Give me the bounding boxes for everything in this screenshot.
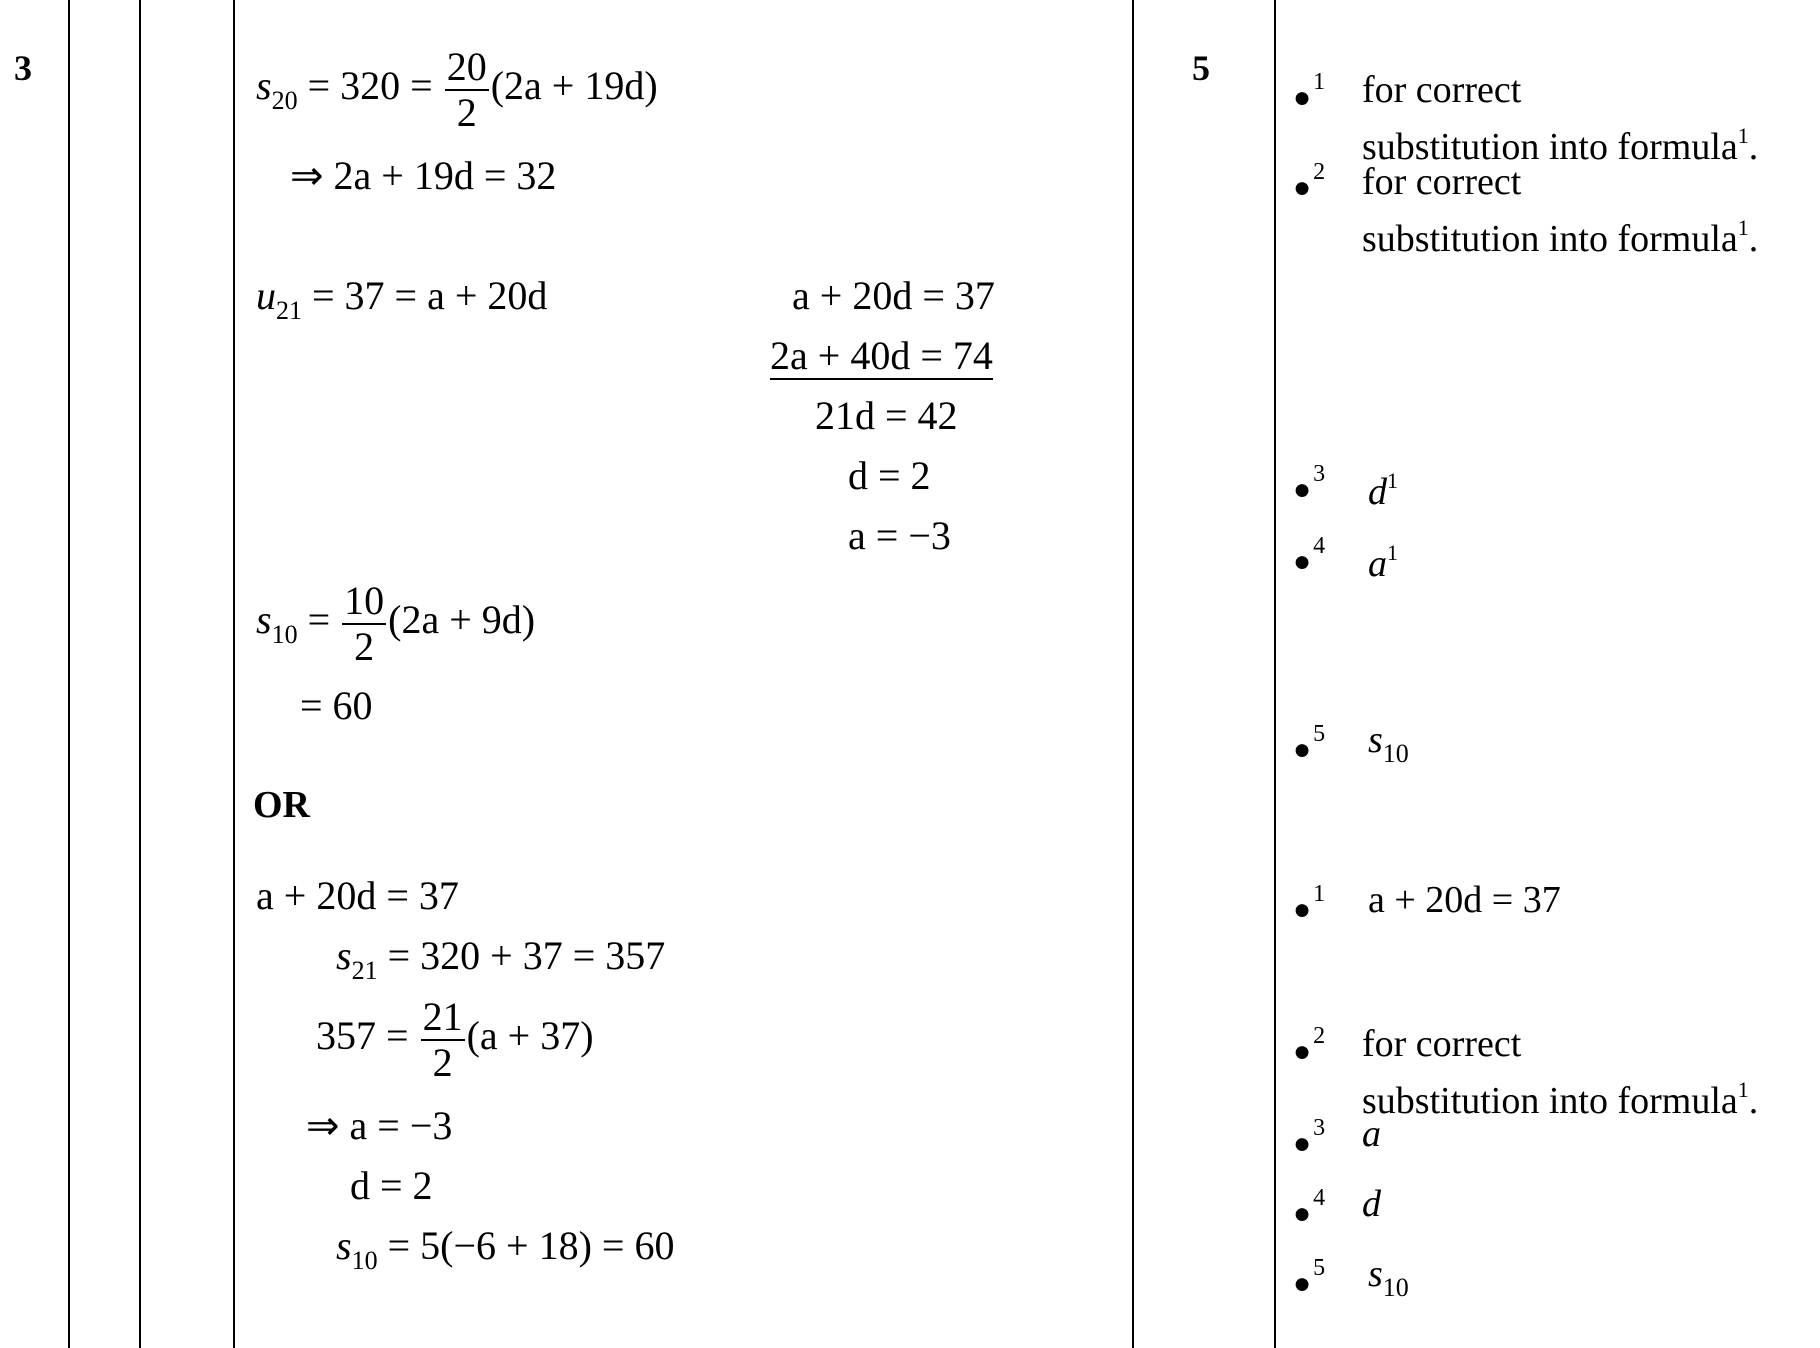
s10-frac-num: 10 — [344, 578, 385, 623]
m2-s21-equation — [336, 933, 666, 985]
s10-paren: (2a + 9d) — [388, 597, 536, 643]
m2-s10-rhs: = 5(−6 + 18) = 60 — [387, 1223, 675, 1268]
m2-s21-rhs: = 320 + 37 = 357 — [387, 933, 666, 978]
column-divider — [1132, 0, 1134, 1348]
column-divider — [233, 0, 235, 1348]
s10-frac-den: 2 — [354, 624, 375, 669]
m2-357-lhs: 357 = — [316, 1013, 409, 1059]
s10-subscript: 10 — [271, 620, 298, 650]
implies-2a-19d: ⇒ 2a + 19d = 32 — [290, 153, 557, 198]
s20-paren: (2a + 19d) — [490, 63, 658, 109]
u21-subscript: 21 — [276, 296, 302, 325]
question-number: 3 — [14, 48, 32, 88]
sim-eq-3: 21d = 42 — [815, 393, 958, 438]
s20-frac-den: 2 — [456, 90, 477, 135]
note-bullet-m2-3: ●$^3$ — [1293, 1115, 1326, 1160]
s20-symbol: s — [256, 63, 272, 109]
m2-d-value: d = 2 — [350, 1163, 433, 1208]
sim-eq-1: a + 20d = 37 — [792, 273, 995, 318]
note-bullet-m2-1: ●$^1$ — [1293, 881, 1326, 926]
sim-d-value: d = 2 — [848, 453, 931, 498]
s20-subscript: 20 — [271, 86, 298, 116]
note-m2-4-text: d — [1362, 1183, 1381, 1225]
note-bullet-m1-2: ●$^2$ — [1293, 159, 1326, 204]
note-bullet-m2-2: ●$^2$ — [1293, 1023, 1326, 1068]
u21-rhs: = 37 = a + 20d — [312, 273, 548, 318]
m2-s10-subscript: 10 — [351, 1246, 378, 1275]
m2-frac-num: 21 — [422, 994, 463, 1039]
m2-s10-equation — [336, 1223, 675, 1275]
column-divider — [1274, 0, 1276, 1348]
m2-s21-subscript: 21 — [351, 956, 378, 985]
s10-equation — [256, 580, 535, 668]
s20-frac-num: 20 — [446, 44, 487, 89]
note-m1-1-text: for correct substitution into formula$^1$. — [1362, 69, 1759, 168]
u21-equation — [256, 273, 548, 325]
note-m2-3-text: a — [1362, 1113, 1381, 1155]
s10-eq: = — [307, 597, 331, 643]
s20-equation — [256, 46, 658, 134]
sim-eq-2: 2a + 40d = 74 — [770, 333, 993, 378]
s10-fraction — [342, 580, 386, 668]
m2-s10-symbol: s — [336, 1223, 352, 1268]
note-m1-5-text: $s_{10}$ — [1368, 719, 1409, 768]
m2-fraction — [421, 996, 465, 1084]
note-m1-2-text: for correct substitution into formula$^1$. — [1362, 161, 1759, 260]
note-m2-1-text: a + 20d = 37 — [1368, 879, 1561, 921]
note-bullet-m1-4: ●$^4$ — [1293, 533, 1326, 578]
note-m1-3-text: $d^1$ — [1368, 468, 1398, 513]
u21-symbol: u — [256, 273, 276, 318]
note-m2-5-text: $s_{10}$ — [1368, 1253, 1409, 1302]
m2-paren: (a + 37) — [466, 1013, 594, 1059]
m2-357-equation — [316, 996, 594, 1084]
sim-a-value: a = −3 — [848, 513, 951, 558]
note-bullet-m1-1: ●$^1$ — [1293, 69, 1326, 114]
s10-result: = 60 — [300, 683, 373, 728]
column-divider — [139, 0, 141, 1348]
note-bullet-m2-4: ●$^4$ — [1293, 1185, 1326, 1230]
s20-fraction — [445, 46, 489, 134]
s10-symbol: s — [256, 597, 272, 643]
m2-line1: a + 20d = 37 — [256, 873, 459, 918]
note-bullet-m1-3: ●$^3$ — [1293, 461, 1326, 506]
note-bullet-m1-5: ●$^5$ — [1293, 721, 1326, 766]
note-bullet-m2-5: ●$^5$ — [1293, 1255, 1326, 1300]
question-marks: 5 — [1192, 48, 1210, 88]
m2-implies-a: ⇒ a = −3 — [306, 1103, 453, 1148]
method-separator: OR — [253, 784, 310, 826]
column-divider — [68, 0, 70, 1348]
s20-mid: = 320 = — [307, 63, 433, 109]
m2-frac-den: 2 — [432, 1040, 453, 1085]
note-m1-4-text: $a^1$ — [1368, 540, 1398, 585]
m2-s21-symbol: s — [336, 933, 352, 978]
note-m2-2-text: for correct substitution into formula$^1$. — [1362, 1023, 1759, 1122]
